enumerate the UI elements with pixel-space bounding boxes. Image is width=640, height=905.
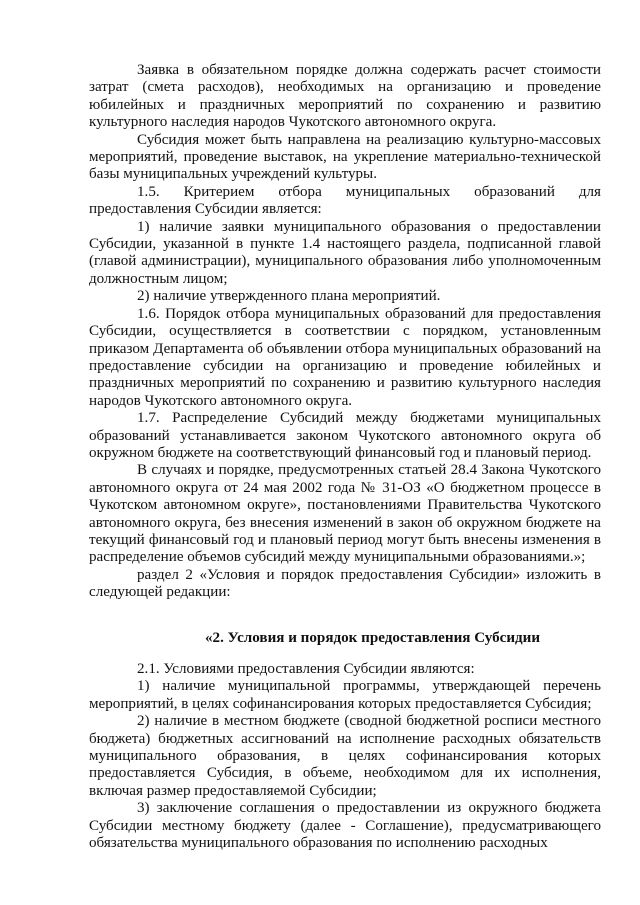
- paragraph-condition-item-2: 2) наличие в местном бюджете (сводной бюджетной росписи местного бюджета) бюджетных ассигнований на исполнение расходных обязательств муниципального образования, в целях софинансирования которых предоставляется Субсидия, в объеме, необходимом для их исполнения, включая размер предоставляемой Субсидии;: [89, 713, 601, 799]
- paragraph-criterion-item-2: 2) наличие утвержденного плана мероприятий.: [137, 288, 441, 305]
- spacer: [89, 647, 601, 661]
- spacer: [89, 602, 601, 620]
- paragraph-changes-in-distribution: В случаях и порядке, предусмотренных статьей 28.4 Закона Чукотского автономного округа от 24 мая 2002 года № 31-ОЗ «О бюджетном процессе в Чукотском автономном округе», постановлениями Правительства Чукотского автономного округа, без внесения изменений в закон об окружном бюджете на текущий финансовый год и плановый период могут быть внесены изменения в распределение объемов субсидий между муниципальными образованиями.»;: [89, 462, 601, 566]
- paragraph-application-requirements: Заявка в обязательном порядке должна содержать расчет стоимости затрат (смета расходов), необходимых на организацию и проведение юбилейных и праздничных мероприятий по сохранению и развитию культурного наследия народов Чукотского автономного округа.: [89, 62, 601, 131]
- document-page: [89, 62, 601, 852]
- paragraph-section-2-amendment: раздел 2 «Условия и порядок предоставления Субсидии» изложить в следующей редакции:: [89, 566, 601, 601]
- paragraph-condition-item-3: 3) заключение соглашения о предоставлении из окружного бюджета Субсидии местному бюджету (далее - Соглашение), предусматривающего обязательства муниципального образования по исполнению расходных: [89, 800, 601, 852]
- paragraph-subsidy-purpose: Субсидия может быть направлена на реализацию культурно-массовых мероприятий, проведение выставок, на укрепление материально-технической базы муниципальных учреждений культуры.: [89, 131, 601, 183]
- paragraph-2-1-conditions: 2.1. Условиями предоставления Субсидии являются:: [137, 661, 475, 677]
- paragraph-1-7-distribution: 1.7. Распределение Субсидий между бюджетами муниципальных образований устанавливается законом Чукотского автономного округа об окружном бюджете на соответствующий финансовый год и плановый период.: [89, 410, 601, 461]
- paragraph-1-6-selection-procedure: 1.6. Порядок отбора муниципальных образований для предоставления Субсидии, осуществляется в соответствии с порядком, установленным приказом Департамента об объявлении отбора муниципальных образований на предоставление субсидии на организацию и проведение юбилейных и праздничных мероприятий по сохранению и развитию культурного наследия народов Чукотского автономного округа.: [89, 305, 601, 409]
- paragraph-condition-item-1: 1) наличие муниципальной программы, утверждающей перечень мероприятий, в целях софинансирования которых предоставляется Субсидия;: [89, 678, 601, 712]
- section-heading: «2. Условия и порядок предоставления Субсидии: [205, 629, 541, 646]
- paragraph-criterion-item-1: 1) наличие заявки муниципального образования о предоставлении Субсидии, указанной в пункте 1.4 настоящего раздела, подписанной главой (главой администрации), муниципального образования либо уполномоченным должностным лицом;: [89, 218, 601, 287]
- paragraph-1-5-criterion: 1.5. Критерием отбора муниципальных образований для предоставления Субсидии является:: [89, 183, 601, 218]
